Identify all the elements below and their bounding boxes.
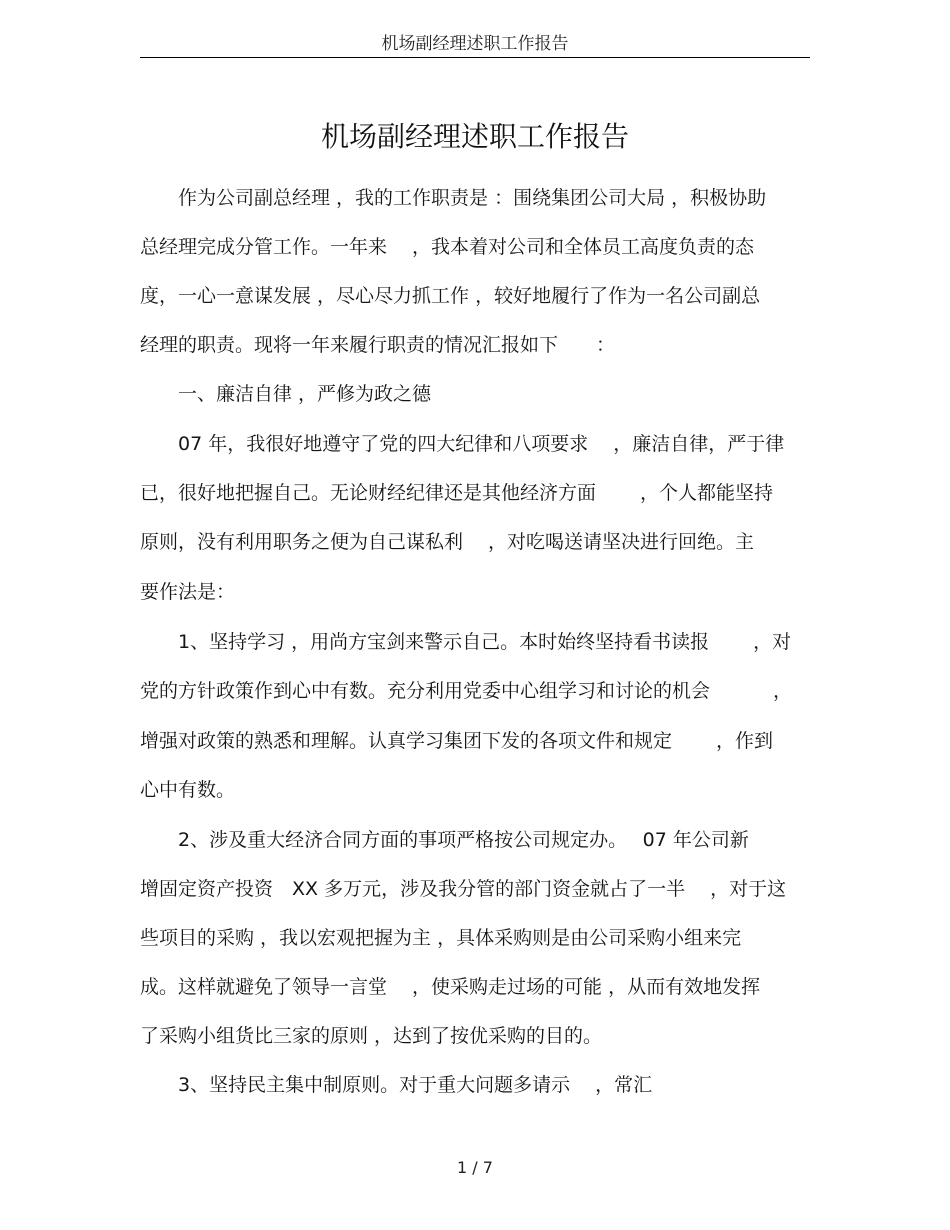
body-line: 已，很好地把握自己。无论财经纪律还是其他经济方面 ，个人都能坚持: [140, 482, 774, 504]
body-line: 原则，没有利用职务之便为自己谋私利 ，对吃喝送请坚决进行回绝。主: [140, 531, 755, 553]
body-line: 增强对政策的熟悉和理解。认真学习集团下发的各项文件和规定 ，作到: [140, 730, 774, 752]
body-line: 3、坚持民主集中制原则。对于重大问题多请示 ，常汇: [140, 1074, 653, 1096]
body-line: 作为公司副总经理 ，我的工作职责是 ：围绕集团公司大局 ，积极协助: [140, 187, 767, 209]
body-line: 党的方针政策作到心中有数。充分利用党委中心组学习和讨论的机会 ，: [140, 680, 793, 702]
body-line: 1、坚持学习 ，用尚方宝剑来警示自己。本时始终坚持看书读报 ，对: [140, 631, 792, 653]
document-title: 机场副经理述职工作报告: [320, 120, 629, 153]
body-line: 度，一心一意谋发展 ，尽心尽力抓工作 ，较好地履行了作为一名公司副总: [140, 285, 761, 307]
page-number: 1 / 7: [457, 1158, 493, 1177]
body-line: 总经理完成分管工作。一年来 ，我本着对公司和全体员工高度负责的态: [140, 236, 755, 258]
body-line: 些项目的采购 ，我以宏观把握为主 ，具体采购则是由公司采购小组来完: [140, 927, 742, 949]
body-line: 经理的职责。现将一年来履行职责的情况汇报如下 ：: [140, 334, 616, 356]
section-heading: 一、廉洁自律 ，严修为政之德: [140, 383, 432, 405]
body-line: 07 年，我很好地遵守了党的四大纪律和八项要求 ，廉洁自律，严于律: [140, 433, 785, 455]
body-line: 了采购小组货比三家的原则 ，达到了按优采购的目的。: [140, 1025, 603, 1047]
body-line: 心中有数。: [140, 779, 236, 801]
body-line: 要作法是：: [140, 581, 236, 603]
header-rule: [140, 57, 810, 58]
body-line: 成。这样就避免了领导一言堂 ，使采购走过场的可能 ，从而有效地发挥: [140, 976, 761, 998]
body-line: 增固定资产投资 XX 多万元，涉及我分管的部门资金就占了一半 ，对于这: [140, 878, 787, 900]
running-header: 机场副经理述职工作报告: [381, 34, 569, 54]
body-line: 2、涉及重大经济合同方面的事项严格按公司规定办。 07 年公司新: [140, 829, 749, 851]
